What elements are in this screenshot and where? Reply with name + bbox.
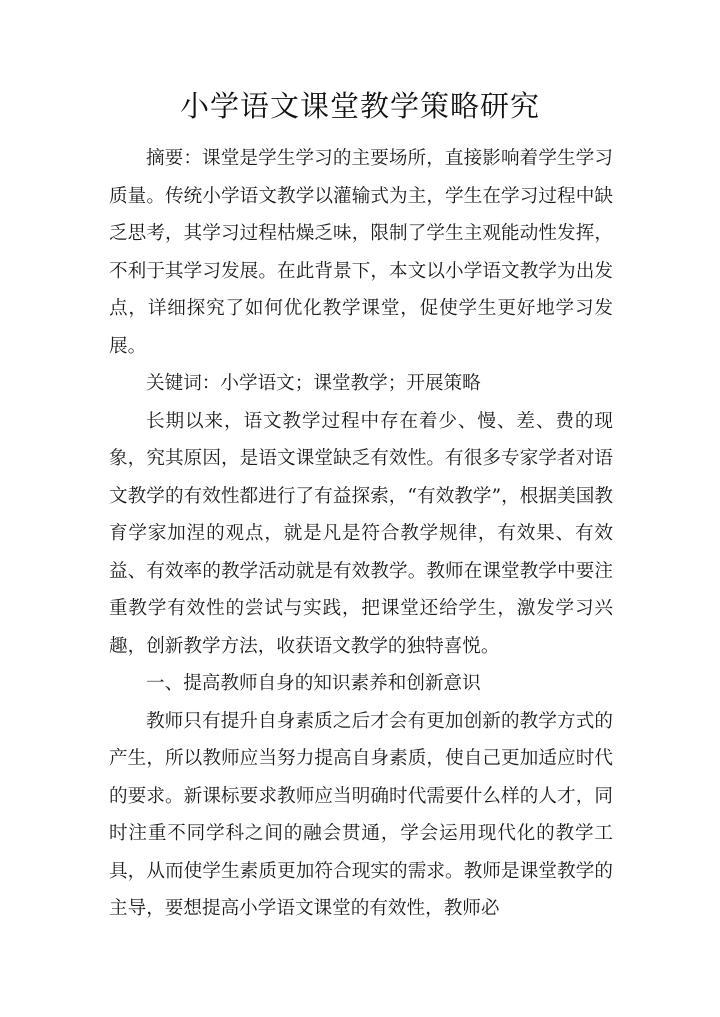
document-title: 小学语文课堂教学策略研究 xyxy=(179,89,540,123)
document-body xyxy=(109,140,613,928)
abstract-paragraph: 摘要：课堂是学生学习的主要场所，直接影响着学生学习质量。传统小学语文教学以灌输式为主，学生在学习过程中缺乏思考，其学习过程枯燥乏味，限制了学生主观能动性发挥，不利于其学习发展。在此背景下，本文以小学语文教学为出发点，详细探究了如何优化教学课堂，促使学生更好地学习发展。 xyxy=(109,148,613,357)
section-heading: 一、提高教师自身的知识素养和创新意识 xyxy=(146,673,481,694)
keywords-paragraph: 关键词：小学语文；课堂教学；开展策略 xyxy=(146,373,481,394)
section-paragraph: 教师只有提升自身素质之后才会有更加创新的教学方式的产生，所以教师应当努力提高自身素质，使自己更加适应时代的要求。新课标要求教师应当明确时代需要什么样的人才，同时注重不同学科之间的融会贯通，学会运用现代化的教学工具，从而使学生素质更加符合现实的需求。教师是课堂教学的主导，要想提高小学语文课堂的有效性，教师必 xyxy=(109,710,613,919)
intro-paragraph: 长期以来，语文教学过程中存在着少、慢、差、费的现象，究其原因，是语文课堂缺乏有效性。有很多专家学者对语文教学的有效性都进行了有益探索，“有效教学”，根据美国教育学家加涅的观点，就是凡是符合教学规律，有效果、有效益、有效率的教学活动就是有效教学。教师在课堂教学中要注重教学有效性的尝试与实践，把课堂还给学生，激发学习兴趣，创新教学方法，收获语文教学的独特喜悦。 xyxy=(109,410,613,657)
